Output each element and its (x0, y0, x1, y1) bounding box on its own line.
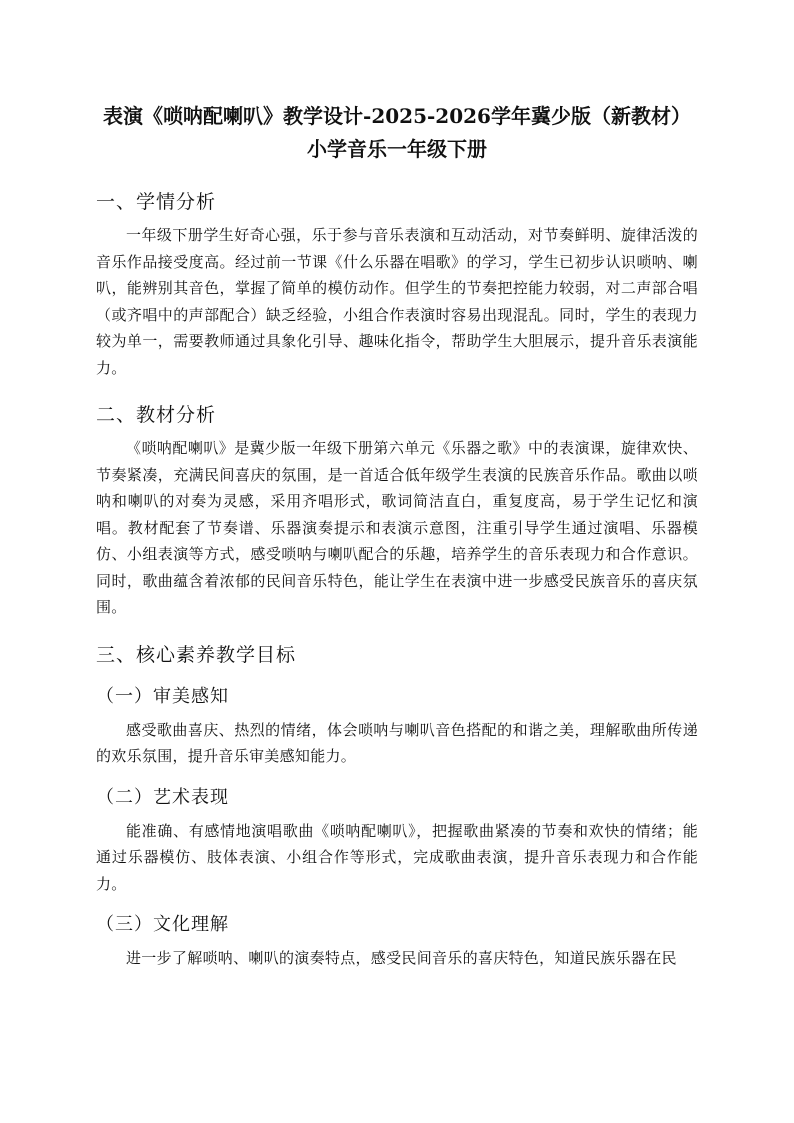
artistic-expression-paragraph: 能准确、有感情地演唱歌曲《唢呐配喇叭》，把握歌曲紧凑的节奏和欢快的情绪；能通过乐器模仿、肢体表演、小组合作等形式，完成歌曲表演，提升音乐表现力和合作能力。 (96, 821, 698, 893)
subsection-heading-aesthetic-perception: （一）审美感知 (96, 685, 229, 707)
learner-analysis-paragraph: 一年级下册学生好奇心强，乐于参与音乐表演和互动活动，对节奏鲜明、旋律活泼的音乐作品接受度高。经过前一节课《什么乐器在唱歌》的学习，学生已初步认识唢呐、喇叭，能辨别其音色，掌握了简单的模仿动作。但学生的节奏把控能力较弱，对二声部合唱（或齐唱中的声部配合）缺乏经验，小组合作表演时容易出现混乱。同时，学生的表现力较为单一，需要教师通过具象化引导、趣味化指令，帮助学生大胆展示，提升音乐表演能力。 (96, 226, 698, 377)
aesthetic-perception-paragraph: 感受歌曲喜庆、热烈的情绪，体会唢呐与喇叭音色搭配的和谐之美，理解歌曲所传递的欢乐氛围，提升音乐审美感知能力。 (96, 720, 698, 765)
section-heading-textbook-analysis: 二、教材分析 (96, 404, 217, 426)
cultural-understanding-paragraph: 进一步了解唢呐、喇叭的演奏特点，感受民间音乐的喜庆特色，知道民族乐器在民 (126, 949, 677, 967)
subsection-heading-cultural-understanding: （三）文化理解 (96, 914, 229, 935)
subsection-heading-artistic-expression: （二）艺术表现 (96, 786, 229, 808)
textbook-analysis-paragraph: 《唢呐配喇叭》是冀少版一年级下册第六单元《乐器之歌》中的表演课，旋律欢快、节奏紧凑，充满民间喜庆的氛围，是一首适合低年级学生表演的民族音乐作品。歌曲以唢呐和喇叭的对奏为灵感，采用齐唱形式，歌词简洁直白，重复度高，易于学生记忆和演唱。教材配套了节奏谱、乐器演奏提示和表演示意图，注重引导学生通过演唱、乐器模仿、小组表演等方式，感受唢呐与喇叭配合的乐趣，培养学生的音乐表现力和合作意识。同时，歌曲蕴含着浓郁的民间音乐特色，能让学生在表演中进一步感受民族音乐的喜庆氛围。 (96, 439, 698, 616)
section-heading-teaching-objectives: 三、核心素养教学目标 (96, 643, 297, 666)
section-heading-learner-analysis: 一、学情分析 (96, 191, 217, 213)
document-title: 表演《唢呐配喇叭》教学设计-2025-2026学年冀少版（新教材）小学音乐一年级下册 (103, 104, 691, 161)
